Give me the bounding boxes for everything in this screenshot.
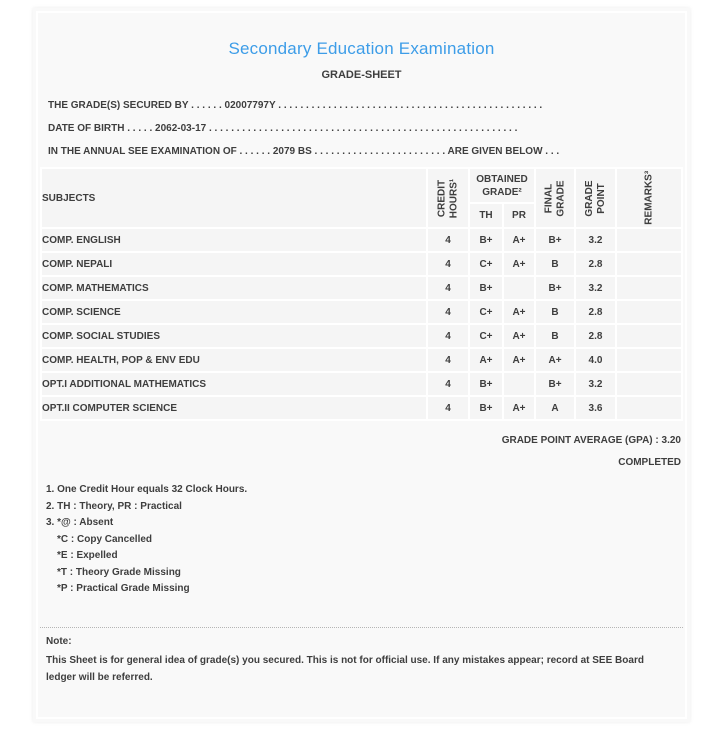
- credit-hours-cell: 4: [428, 325, 468, 347]
- footnote-absent: 3. *@ : Absent: [46, 517, 114, 528]
- th-grade-cell: A+: [470, 349, 502, 371]
- footnote-expelled: *E : Expelled: [57, 550, 118, 561]
- page-title: Secondary Education Examination: [228, 39, 495, 58]
- footnote-practical-grade-missing: *P : Practical Grade Missing: [57, 583, 190, 594]
- grade-sheet-inner-border: [36, 11, 687, 719]
- grade-point-cell: 2.8: [576, 325, 615, 347]
- credit-hours-rotated-label: CREDIT HOURS¹: [436, 178, 459, 218]
- credit-hours-cell: 4: [428, 301, 468, 323]
- column-header-pr: PR: [504, 204, 534, 227]
- final-grade-cell: A+: [536, 349, 574, 371]
- note-section: [46, 635, 677, 686]
- final-grade-cell: A: [536, 397, 574, 419]
- grade-point-rotated-label: GRADE POINT: [584, 179, 607, 217]
- remarks-cell: [617, 277, 681, 299]
- pr-grade-cell: A+: [504, 229, 534, 251]
- remarks-cell: [617, 301, 681, 323]
- final-grade-rotated-label: FINAL GRADE: [543, 179, 566, 217]
- grade-point-cell: 3.2: [576, 229, 615, 251]
- column-header-final-grade: [536, 169, 574, 227]
- th-grade-cell: B+: [470, 277, 502, 299]
- final-grade-cell: B+: [536, 229, 574, 251]
- credit-hours-cell: 4: [428, 253, 468, 275]
- grade-point-cell: 3.2: [576, 373, 615, 395]
- credit-hours-cell: 4: [428, 277, 468, 299]
- final-grade-cell: B+: [536, 373, 574, 395]
- final-grade-cell: B: [536, 301, 574, 323]
- footnote-th-pr: 2. TH : Theory, PR : Practical: [46, 500, 182, 512]
- th-grade-cell: C+: [470, 325, 502, 347]
- column-header-subjects: SUBJECTS: [42, 169, 426, 227]
- grade-point-cell: 4.0: [576, 349, 615, 371]
- table-row: [42, 373, 681, 395]
- column-header-credit-hours: [428, 169, 468, 227]
- info-line-examination-year: IN THE ANNUAL SEE EXAMINATION OF . . . . . . 2079 BS . . . . . . . . . . . . . . . . . . . . . . . . ARE GIVEN BELOW . . .: [48, 146, 560, 157]
- table-row: [42, 229, 681, 251]
- grade-point-cell: 2.8: [576, 301, 615, 323]
- th-grade-cell: C+: [470, 301, 502, 323]
- remarks-rotated-label: REMARKS³: [643, 171, 655, 225]
- remarks-cell: [617, 373, 681, 395]
- remarks-cell: [617, 325, 681, 347]
- column-header-obtained-grade: OBTAINED GRADE²: [470, 169, 534, 202]
- dotted-divider: [40, 627, 683, 628]
- completion-status: COMPLETED: [618, 457, 681, 468]
- table-row: [42, 253, 681, 275]
- final-grade-cell: B+: [536, 277, 574, 299]
- credit-hours-cell: 4: [428, 397, 468, 419]
- note-text: This Sheet is for general idea of grade(s) you secured. This is not for official use. If any mistakes appear; record at SEE Board ledger will be referred.: [46, 654, 644, 683]
- remarks-cell: [617, 349, 681, 371]
- subject-cell: OPT.I ADDITIONAL MATHEMATICS: [42, 373, 426, 395]
- gpa-line: GRADE POINT AVERAGE (GPA) : 3.20: [501, 435, 681, 446]
- table-header-row: [42, 169, 681, 202]
- footnote-theory-grade-missing: *T : Theory Grade Missing: [57, 566, 181, 578]
- credit-hours-cell: 4: [428, 349, 468, 371]
- table-row: [42, 301, 681, 323]
- pr-grade-cell: A+: [504, 325, 534, 347]
- column-header-grade-point: [576, 169, 615, 227]
- remarks-cell: [617, 229, 681, 251]
- remarks-cell: [617, 397, 681, 419]
- page-subtitle: GRADE-SHEET: [321, 69, 402, 81]
- final-grade-cell: B: [536, 325, 574, 347]
- pr-grade-cell: A+: [504, 301, 534, 323]
- pr-grade-cell: A+: [504, 397, 534, 419]
- table-row: [42, 397, 681, 419]
- pr-grade-cell: [504, 373, 534, 395]
- footnotes: [46, 482, 683, 598]
- table-row: [42, 349, 681, 371]
- credit-hours-cell: 4: [428, 373, 468, 395]
- subject-cell: COMP. MATHEMATICS: [42, 277, 426, 299]
- info-line-grades-secured-by: THE GRADE(S) SECURED BY . . . . . . 02007797Y . . . . . . . . . . . . . . . . . . . . . . . . . . . . . . . . . . . . . . . . . . . . . . . .: [48, 100, 543, 111]
- info-line-date-of-birth: DATE OF BIRTH . . . . . 2062-03-17 . . . . . . . . . . . . . . . . . . . . . . . . . . . . . . . . . . . . . . . . . . . . . . . . . . . . . . . .: [48, 123, 518, 134]
- column-header-remarks: [617, 169, 681, 227]
- final-grade-cell: B: [536, 253, 574, 275]
- footnote-credit-hour: 1. One Credit Hour equals 32 Clock Hours.: [46, 484, 248, 495]
- subject-cell: COMP. HEALTH, POP & ENV EDU: [42, 349, 426, 371]
- subject-cell: OPT.II COMPUTER SCIENCE: [42, 397, 426, 419]
- th-grade-cell: B+: [470, 373, 502, 395]
- pr-grade-cell: [504, 277, 534, 299]
- table-row: [42, 277, 681, 299]
- grades-table: [40, 167, 683, 421]
- grade-point-cell: 3.2: [576, 277, 615, 299]
- student-info: [48, 94, 677, 163]
- credit-hours-cell: 4: [428, 229, 468, 251]
- subject-cell: COMP. ENGLISH: [42, 229, 426, 251]
- grade-point-cell: 3.6: [576, 397, 615, 419]
- column-header-th: TH: [470, 204, 502, 227]
- grade-sheet-card: [33, 8, 690, 722]
- grade-point-cell: 2.8: [576, 253, 615, 275]
- footnote-copy-cancelled: *C : Copy Cancelled: [57, 533, 153, 545]
- subject-cell: COMP. NEPALI: [42, 253, 426, 275]
- note-label: Note:: [46, 635, 72, 647]
- pr-grade-cell: A+: [504, 349, 534, 371]
- th-grade-cell: B+: [470, 229, 502, 251]
- subject-cell: COMP. SCIENCE: [42, 301, 426, 323]
- pr-grade-cell: A+: [504, 253, 534, 275]
- th-grade-cell: B+: [470, 397, 502, 419]
- table-row: [42, 325, 681, 347]
- th-grade-cell: C+: [470, 253, 502, 275]
- remarks-cell: [617, 253, 681, 275]
- subject-cell: COMP. SOCIAL STUDIES: [42, 325, 426, 347]
- result-summary: [40, 435, 681, 469]
